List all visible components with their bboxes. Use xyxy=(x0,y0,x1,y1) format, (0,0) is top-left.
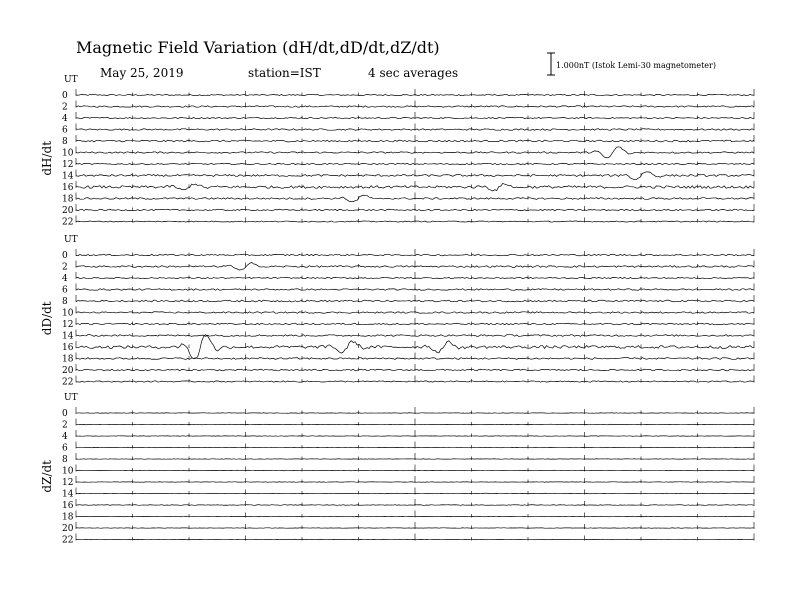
data-row-14 xyxy=(62,488,754,500)
panel-ylabel: dD/dt xyxy=(40,301,54,336)
data-row-18 xyxy=(62,193,754,205)
hour-label: 0 xyxy=(62,409,68,419)
ut-label: UT xyxy=(64,235,78,245)
data-row-16 xyxy=(62,335,754,359)
hour-label: 18 xyxy=(62,194,74,205)
data-row-20 xyxy=(62,204,754,216)
hour-label: 4 xyxy=(62,274,68,284)
hour-label: 16 xyxy=(62,343,74,353)
data-row-22 xyxy=(62,216,754,228)
panel-dhdt xyxy=(40,75,754,228)
hour-label: 16 xyxy=(62,501,74,511)
hour-label: 8 xyxy=(62,137,68,147)
data-row-0 xyxy=(62,89,754,101)
data-row-16 xyxy=(62,499,754,511)
hour-label: 0 xyxy=(62,251,68,261)
panel-dzdt xyxy=(40,393,754,546)
data-row-18 xyxy=(62,511,754,523)
ut-label: UT xyxy=(64,393,78,403)
data-row-4 xyxy=(62,430,754,442)
hour-label: 2 xyxy=(62,420,68,431)
panel-ylabel: dH/dt xyxy=(40,140,54,176)
averaging-label: 4 sec averages xyxy=(368,66,459,80)
scale-bar xyxy=(547,53,716,75)
data-row-2 xyxy=(62,419,754,431)
hour-label: 10 xyxy=(62,466,74,477)
hour-label: 14 xyxy=(62,171,74,182)
hour-label: 18 xyxy=(62,512,74,523)
data-row-2 xyxy=(62,261,754,273)
data-row-22 xyxy=(62,376,754,388)
hour-label: 12 xyxy=(62,160,74,170)
data-row-8 xyxy=(62,135,754,147)
hour-label: 6 xyxy=(62,125,68,136)
panel-dddt xyxy=(40,235,754,388)
data-row-12 xyxy=(62,476,754,488)
hour-label: 8 xyxy=(62,455,68,465)
hour-label: 12 xyxy=(62,320,74,330)
hour-label: 4 xyxy=(62,114,68,124)
hour-label: 2 xyxy=(62,262,68,273)
data-row-20 xyxy=(62,522,754,534)
ut-label: UT xyxy=(64,75,78,85)
data-row-12 xyxy=(62,158,754,170)
data-row-22 xyxy=(62,534,754,546)
data-row-20 xyxy=(62,364,754,376)
station-label: station=IST xyxy=(248,66,321,80)
hour-label: 20 xyxy=(62,206,74,216)
data-row-16 xyxy=(62,181,754,193)
hour-label: 8 xyxy=(62,297,68,307)
hour-label: 22 xyxy=(62,535,74,546)
panels-group xyxy=(40,75,754,546)
data-row-18 xyxy=(62,353,754,365)
scale-bar-label: 1.000nT (Istok Lemi-30 magnetometer) xyxy=(556,61,716,70)
hour-label: 4 xyxy=(62,432,68,442)
data-row-6 xyxy=(62,284,754,296)
data-row-14 xyxy=(62,170,754,182)
date-label: May 25, 2019 xyxy=(100,66,184,80)
data-row-6 xyxy=(62,124,754,136)
hour-label: 6 xyxy=(62,443,68,454)
hour-label: 22 xyxy=(62,377,74,388)
row-ticks xyxy=(76,330,754,337)
data-row-2 xyxy=(62,101,754,113)
data-row-8 xyxy=(62,453,754,465)
hour-label: 14 xyxy=(62,489,74,500)
data-row-4 xyxy=(62,272,754,284)
data-row-6 xyxy=(62,442,754,454)
data-row-4 xyxy=(62,112,754,124)
data-row-12 xyxy=(62,318,754,330)
hour-label: 0 xyxy=(62,91,68,101)
data-row-10 xyxy=(62,147,754,159)
data-row-10 xyxy=(62,307,754,319)
hour-label: 20 xyxy=(62,366,74,376)
hour-label: 22 xyxy=(62,217,74,228)
panel-ylabel: dZ/dt xyxy=(40,460,54,493)
hour-label: 6 xyxy=(62,285,68,296)
data-row-14 xyxy=(62,330,754,342)
data-row-10 xyxy=(62,465,754,477)
hour-label: 10 xyxy=(62,308,74,319)
data-row-8 xyxy=(62,295,754,307)
hour-label: 14 xyxy=(62,331,74,342)
chart-title: Magnetic Field Variation (dH/dt,dD/dt,dZ/dt) xyxy=(76,38,440,57)
data-row-0 xyxy=(62,407,754,419)
hour-label: 12 xyxy=(62,478,74,488)
hour-label: 20 xyxy=(62,524,74,534)
hour-label: 10 xyxy=(62,148,74,159)
hour-label: 16 xyxy=(62,183,74,193)
hour-label: 2 xyxy=(62,102,68,113)
hour-label: 18 xyxy=(62,354,74,365)
row-ticks xyxy=(76,181,754,188)
data-row-0 xyxy=(62,249,754,261)
